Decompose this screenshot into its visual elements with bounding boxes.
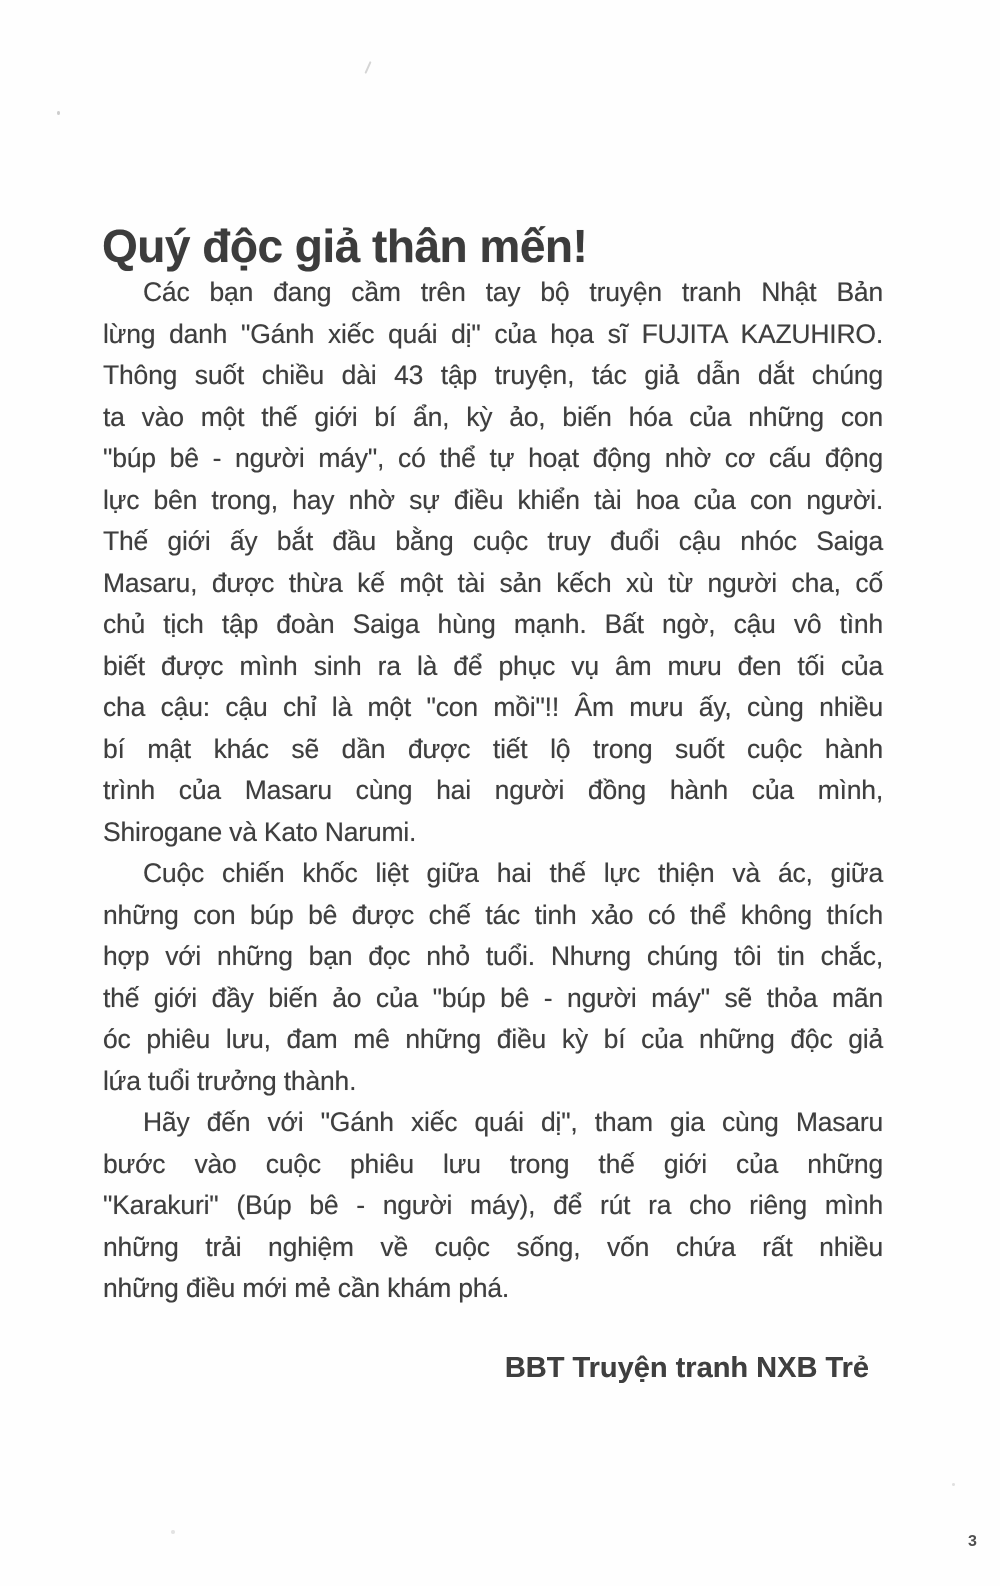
scan-artifact — [952, 1483, 955, 1486]
text-line: những trải nghiệm về cuộc sống, vốn chứa rất nhiều — [103, 1231, 883, 1262]
text-line: hợp với những bạn đọc nhỏ tuổi. Nhưng chúng tôi tin chắc, — [103, 941, 883, 971]
text-line: cha cậu: cậu chỉ là một "con mồi"!! Âm mưu ấy, cùng nhiều — [103, 692, 883, 722]
text-line: Các bạn đang cầm trên tay bộ truyện tranh Nhật Bản — [143, 277, 883, 307]
paragraph — [103, 853, 883, 1102]
scan-artifact — [57, 111, 60, 115]
text-line: Cuộc chiến khốc liệt giữa hai thế lực thiện và ác, giữa — [143, 858, 883, 888]
text-line: "búp bê - người máy", có thể tự hoạt động nhờ cơ cấu động — [103, 443, 883, 473]
text-line: bước vào cuộc phiêu lưu trong thế giới của những — [103, 1148, 883, 1179]
paragraph — [103, 272, 883, 853]
text-line: lứa tuổi trưởng thành. — [103, 1065, 357, 1096]
text-line: bí mật khác sẽ dần được tiết lộ trong suốt cuộc hành — [103, 733, 883, 764]
text-line: chủ tịch tập đoàn Saiga hùng mạnh. Bất ngờ, cậu vô tình — [103, 609, 883, 639]
paragraph — [103, 1102, 883, 1310]
body-text — [103, 272, 883, 1310]
text-line: Masaru, được thừa kế một tài sản kếch xù từ người cha, cố — [103, 567, 883, 598]
text-line: óc phiêu lưu, đam mê những điều kỳ bí của những độc giả — [103, 1024, 883, 1054]
page-number: 3 — [968, 1533, 977, 1550]
text-line: thế giới đầy biến ảo của "búp bê - người máy" sẽ thỏa mãn — [103, 982, 883, 1013]
text-line: Thế giới ấy bắt đầu bằng cuộc truy đuổi cậu nhóc Saiga — [103, 526, 883, 556]
text-line: "Karakuri" (Búp bê - người máy), để rút ra cho riêng mình — [103, 1190, 883, 1220]
scan-artifact — [364, 61, 371, 74]
text-line: lực bên trong, hay nhờ sự điều khiển tài hoa của con người. — [103, 484, 883, 515]
text-line: Thông suốt chiều dài 43 tập truyện, tác giả dẫn dắt chúng — [103, 360, 883, 390]
text-line: Hãy đến với "Gánh xiếc quái dị", tham gia cùng Masaru — [143, 1107, 883, 1137]
text-line: lừng danh "Gánh xiếc quái dị" của họa sĩ FUJITA KAZUHIRO. — [103, 318, 883, 349]
text-line: trình của Masaru cùng hai người đồng hành của mình, — [103, 775, 883, 805]
text-line: những con búp bê được chế tác tinh xảo có thể không thích — [103, 899, 883, 930]
page-title: Quý độc giả thân mến! — [102, 219, 588, 272]
text-line: Shirogane và Kato Narumi. — [103, 816, 417, 847]
text-line: những điều mới mẻ cần khám phá. — [103, 1273, 510, 1303]
text-line: biết được mình sinh ra là để phục vụ âm mưu đen tối của — [103, 650, 883, 681]
scan-artifact — [171, 1530, 175, 1534]
text-line: ta vào một thế giới bí ẩn, kỳ ảo, biến hóa của những con — [103, 401, 883, 432]
signature-line: BBT Truyện tranh NXB Trẻ — [504, 1352, 869, 1384]
